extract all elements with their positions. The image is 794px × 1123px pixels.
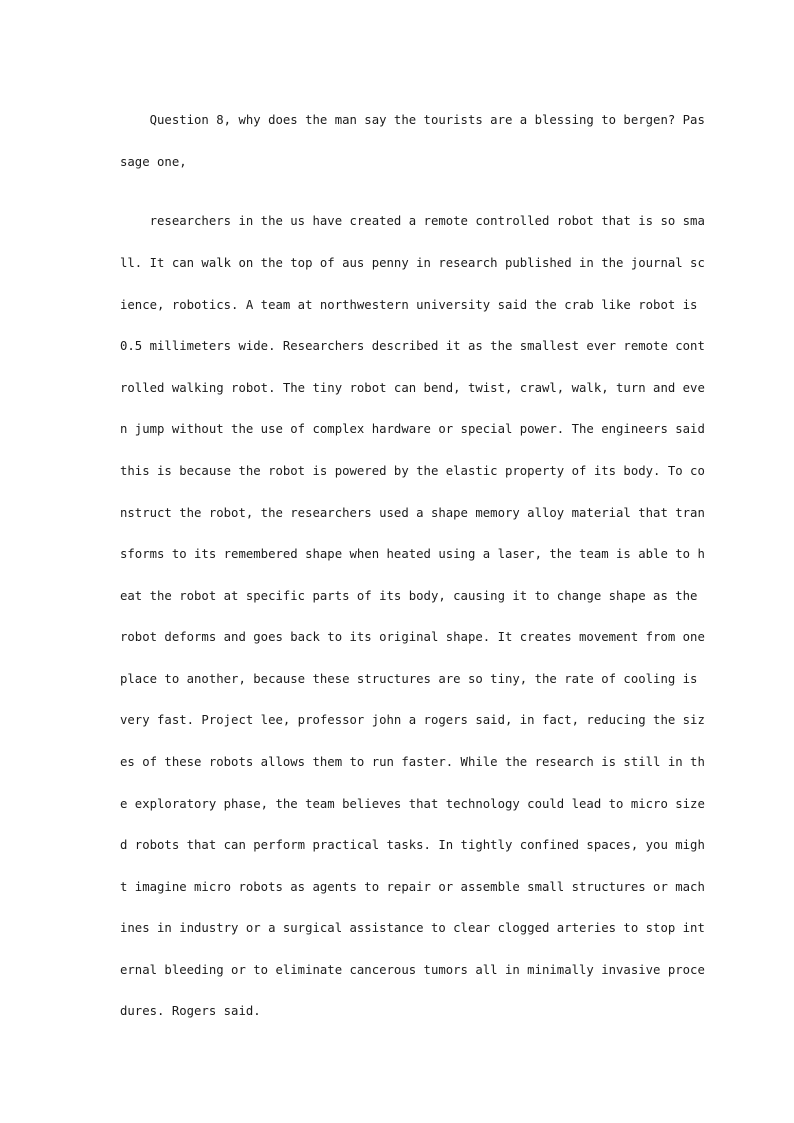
- passage-line: ines in industry or a surgical assistance to clear clogged arteries to stop int: [120, 921, 705, 935]
- passage-line: t imagine micro robots as agents to repair or assemble small structures or mach: [120, 880, 705, 894]
- passage-line: 0.5 millimeters wide. Researchers described it as the smallest ever remote cont: [120, 339, 705, 353]
- passage-line: d robots that can perform practical tasks. In tightly confined spaces, you migh: [120, 838, 705, 852]
- passage-line: very fast. Project lee, professor john a rogers said, in fact, reducing the siz: [120, 713, 705, 727]
- passage-line: es of these robots allows them to run faster. While the research is still in th: [120, 755, 705, 769]
- passage-line: ll. It can walk on the top of aus penny in research published in the journal sc: [120, 256, 705, 270]
- question-line: sage one,: [120, 155, 187, 169]
- question-line: Question 8, why does the man say the tourists are a blessing to bergen? Pas: [120, 113, 705, 127]
- passage-line: sforms to its remembered shape when heated using a laser, the team is able to h: [120, 547, 705, 561]
- passage-line: dures. Rogers said.: [120, 1004, 261, 1018]
- passage-line: ernal bleeding or to eliminate cancerous tumors all in minimally invasive proce: [120, 963, 705, 977]
- passage-line: eat the robot at specific parts of its body, causing it to change shape as the: [120, 589, 698, 603]
- passage-line: researchers in the us have created a remote controlled robot that is so sma: [120, 214, 705, 228]
- passage-line: e exploratory phase, the team believes that technology could lead to micro size: [120, 797, 705, 811]
- passage-line: rolled walking robot. The tiny robot can bend, twist, crawl, walk, turn and eve: [120, 381, 705, 395]
- passage-line: n jump without the use of complex hardware or special power. The engineers said: [120, 422, 705, 436]
- passage-line: ience, robotics. A team at northwestern university said the crab like robot is: [120, 298, 698, 312]
- passage-line: place to another, because these structures are so tiny, the rate of cooling is: [120, 672, 698, 686]
- passage-line: robot deforms and goes back to its original shape. It creates movement from one: [120, 630, 705, 644]
- passage-line: nstruct the robot, the researchers used a shape memory alloy material that tran: [120, 506, 705, 520]
- passage-line: this is because the robot is powered by the elastic property of its body. To co: [120, 464, 705, 478]
